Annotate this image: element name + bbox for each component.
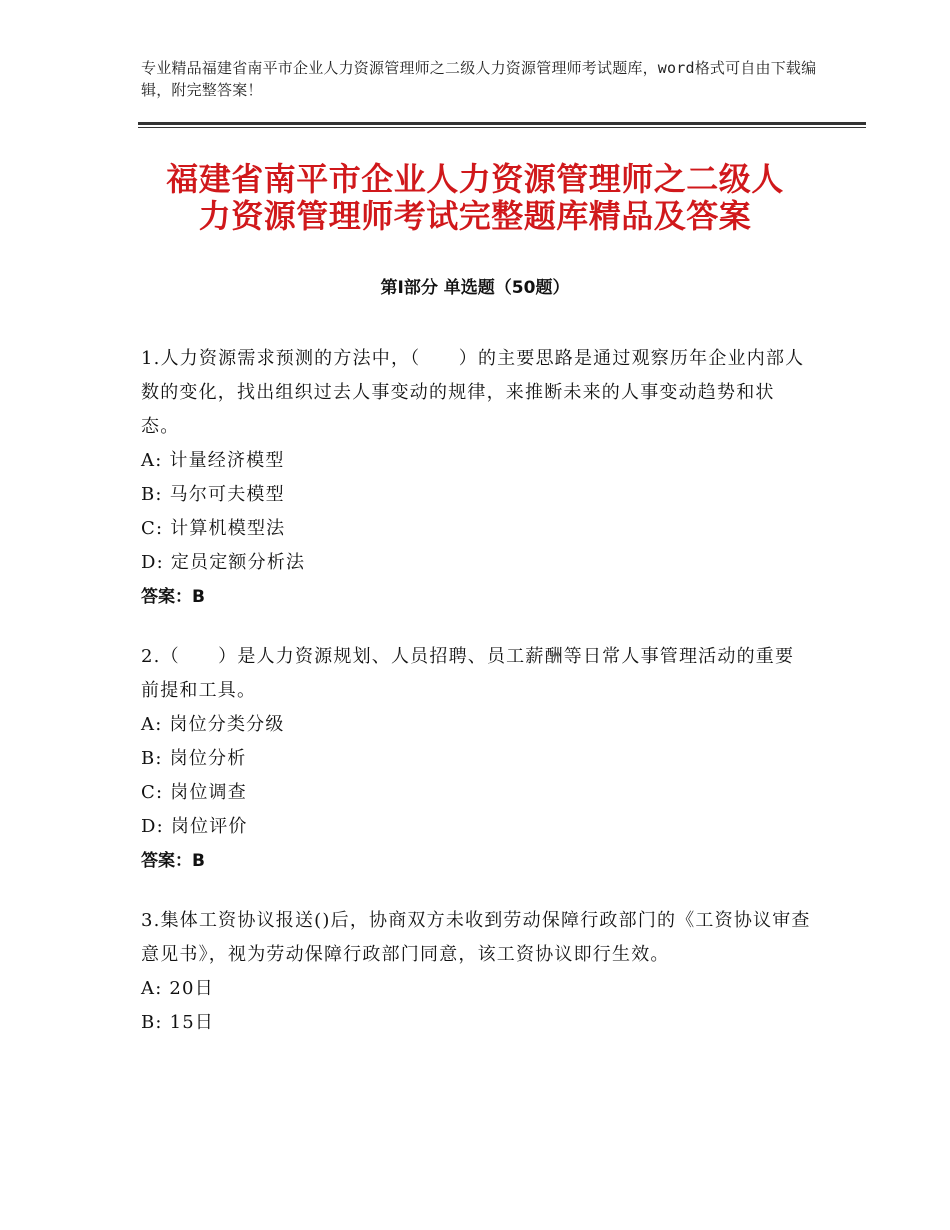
title-line-1: 福建省南平市企业人力资源管理师之二级人 (166, 160, 784, 198)
option-b: B: 马尔可夫模型 (141, 484, 285, 505)
question-1 (141, 342, 811, 614)
question-text: 1.人力资源需求预测的方法中，（ ）的主要思路是通过观察历年企业内部人数的变化，找出组织过去人事变动的规律，来推断未来的人事变动趋势和状态。 (141, 348, 805, 437)
question-2 (141, 640, 811, 878)
option-c: C: 岗位调查 (141, 782, 247, 803)
header-note: 专业精品福建省南平市企业人力资源管理师之二级人力资源管理师考试题库，word格式可自由下载编辑，附完整答案！ (141, 59, 817, 99)
answer: 答案：B (141, 587, 205, 607)
header-divider-thick (138, 122, 866, 125)
header-divider-thin (138, 127, 866, 128)
option-a: A: 20日 (141, 978, 214, 999)
question-3 (141, 904, 811, 1040)
title-line-2: 力资源管理师考试完整题库精品及答案 (198, 197, 752, 235)
option-a: A: 岗位分类分级 (141, 714, 285, 735)
option-a: A: 计量经济模型 (141, 450, 285, 471)
option-b: B: 15日 (141, 1012, 215, 1033)
section-title: 第Ⅰ部分 单选题（50题） (380, 278, 570, 298)
answer: 答案：B (141, 851, 205, 871)
option-c: C: 计算机模型法 (141, 518, 286, 539)
option-d: D: 定员定额分析法 (141, 552, 306, 573)
option-d: D: 岗位评价 (141, 816, 248, 837)
question-text: 3.集体工资协议报送()后，协商双方未收到劳动保障行政部门的《工资协议审查意见书》，视为劳动保障行政部门同意，该工资协议即行生效。 (141, 910, 811, 965)
question-text: 2.（ ）是人力资源规划、人员招聘、员工薪酬等日常人事管理活动的重要前提和工具。 (141, 646, 795, 701)
option-b: B: 岗位分析 (141, 748, 247, 769)
document-title (110, 161, 840, 235)
question-list (141, 342, 811, 1066)
